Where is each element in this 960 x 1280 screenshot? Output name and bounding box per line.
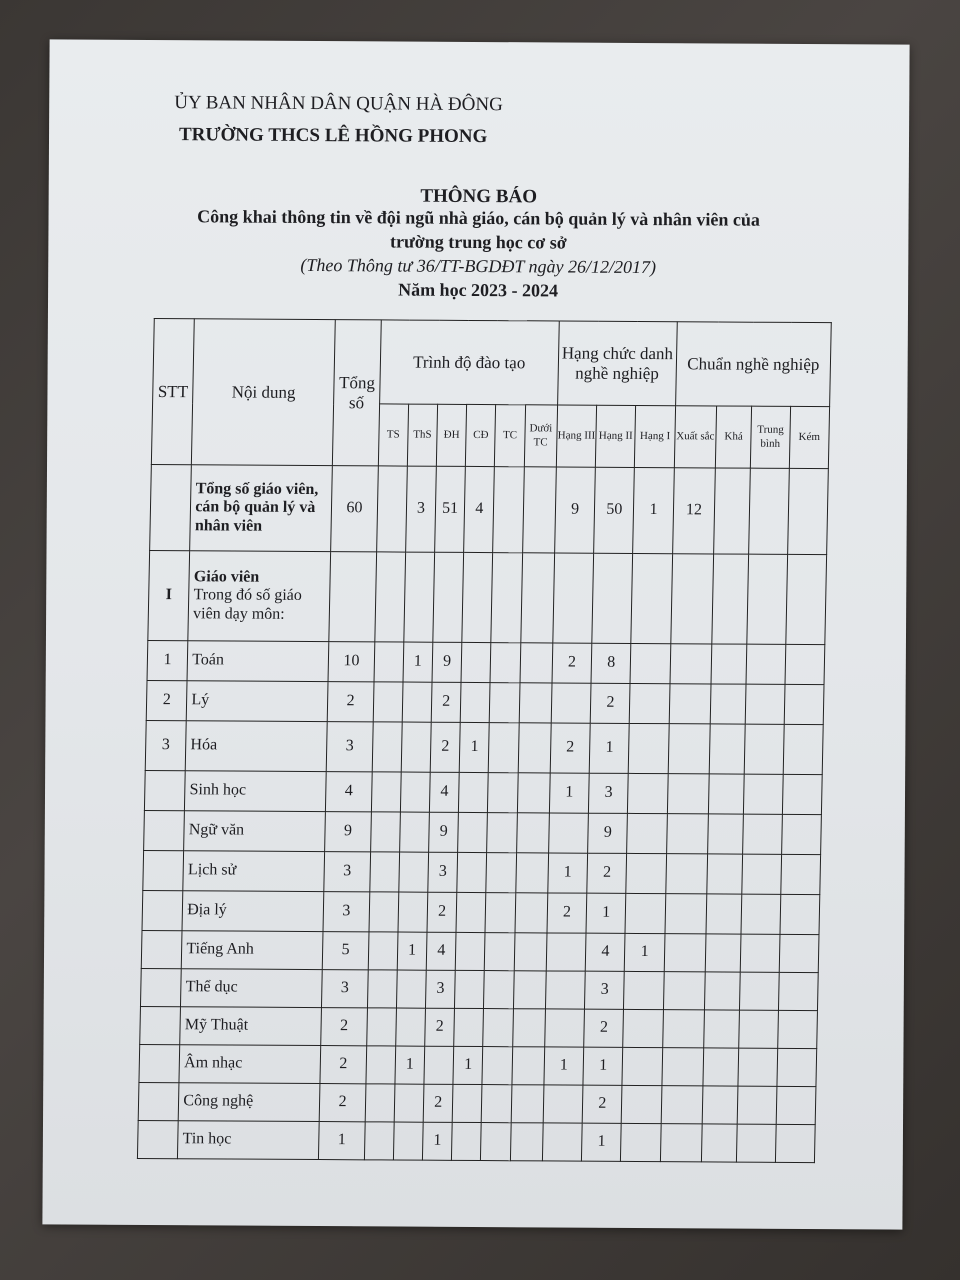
value-cell <box>404 552 435 642</box>
value-cell <box>513 971 546 1009</box>
value-cell <box>704 1010 740 1048</box>
value-cell <box>781 814 821 854</box>
value-cell <box>666 854 708 894</box>
value-cell: 9 <box>325 812 371 852</box>
school-name: TRƯỜNG THCS LÊ HỒNG PHONG <box>178 124 488 148</box>
value-cell <box>709 724 745 774</box>
value-cell <box>707 854 743 894</box>
subject-row <box>140 968 818 1010</box>
subheader-cell: CĐ <box>466 404 496 466</box>
value-cell <box>399 812 429 852</box>
value-cell: 2 <box>427 892 457 932</box>
value-cell <box>664 934 706 972</box>
value-cell <box>708 774 744 814</box>
value-cell: 2 <box>423 1084 453 1122</box>
subject-name: Lịch sử <box>183 851 325 892</box>
value-cell <box>701 1124 737 1162</box>
value-cell: 9 <box>588 813 628 853</box>
subheader-cell: Kém <box>789 406 830 468</box>
value-cell: 1 <box>319 1122 365 1160</box>
value-cell <box>666 814 708 854</box>
value-cell <box>396 1008 426 1046</box>
org-name: ỦY BAN NHÂN DÂN QUẬN HÀ ĐÔNG <box>174 92 503 116</box>
value-cell <box>457 852 487 892</box>
value-cell <box>703 1048 739 1086</box>
value-cell <box>630 643 670 683</box>
value-cell <box>520 643 553 683</box>
value-cell <box>592 553 633 643</box>
header-professional-rank: Hạng chức danh nghề nghiệp <box>557 321 677 406</box>
value-cell <box>741 894 780 934</box>
value-cell <box>514 933 547 971</box>
subheader-cell: TS <box>378 404 408 466</box>
document-page <box>42 39 909 1229</box>
subject-name: Công nghệ <box>178 1083 320 1122</box>
value-cell: 1 <box>395 1046 425 1084</box>
value-cell <box>516 813 549 853</box>
value-cell <box>487 813 517 853</box>
value-cell <box>373 682 403 722</box>
value-cell <box>663 972 705 1010</box>
value-cell <box>483 1009 513 1047</box>
value-cell <box>548 813 588 853</box>
value-cell <box>669 684 711 724</box>
value-cell <box>627 813 667 853</box>
value-cell <box>402 682 432 722</box>
value-cell <box>621 1123 661 1161</box>
value-cell <box>711 644 747 684</box>
value-cell <box>374 642 404 682</box>
value-cell <box>630 683 670 723</box>
value-cell <box>490 643 520 683</box>
value-cell: 51 <box>435 466 466 552</box>
value-cell <box>776 1086 816 1124</box>
value-cell: 1 <box>625 933 665 971</box>
value-cell <box>626 853 666 893</box>
value-cell <box>667 774 709 814</box>
value-cell <box>518 723 551 773</box>
value-cell <box>367 970 397 1008</box>
subheader-cell: Hạng II <box>596 405 637 467</box>
stt-cell: 2 <box>146 680 187 720</box>
section-row <box>148 551 827 645</box>
value-cell <box>460 682 490 722</box>
value-cell <box>455 970 485 1008</box>
subject-row <box>144 810 822 854</box>
value-cell: 2 <box>328 682 374 722</box>
value-cell: 3 <box>589 773 629 813</box>
value-cell: 2 <box>582 1085 622 1123</box>
value-cell: 3 <box>322 970 368 1008</box>
value-cell: 2 <box>587 853 627 893</box>
value-cell <box>783 724 823 774</box>
value-cell <box>366 1046 396 1084</box>
value-cell <box>517 773 550 813</box>
subject-name: Sinh học <box>185 771 327 812</box>
subject-row <box>144 770 822 814</box>
value-cell: 4 <box>326 772 372 812</box>
doc-title: THÔNG BÁO <box>420 185 538 208</box>
value-cell: 2 <box>320 1046 366 1084</box>
value-cell <box>779 934 819 972</box>
subheader-cell: ĐH <box>436 404 466 466</box>
value-cell: 9 <box>432 642 462 682</box>
subject-name: Lý <box>187 681 329 722</box>
value-cell: 4 <box>429 772 459 812</box>
header-total: Tổng số <box>333 320 381 466</box>
subject-name: Địa lý <box>182 891 324 932</box>
stt-cell <box>140 1006 181 1044</box>
value-cell <box>396 970 426 1008</box>
value-cell: 2 <box>320 1084 366 1122</box>
subject-row <box>141 930 819 972</box>
value-cell <box>670 644 712 684</box>
value-cell <box>488 773 518 813</box>
value-cell <box>398 892 428 932</box>
value-cell <box>454 1008 484 1046</box>
value-cell <box>482 1047 512 1085</box>
value-cell <box>486 853 516 893</box>
value-cell <box>746 684 785 724</box>
subheader-cell: Khá <box>715 406 751 468</box>
value-cell <box>785 554 826 644</box>
section-subtitle: Trong đó số giáo viên dạy môn: <box>192 586 303 623</box>
value-cell: 2 <box>584 1009 624 1047</box>
value-cell: 3 <box>585 971 625 1009</box>
value-cell <box>743 814 782 854</box>
subject-row <box>146 680 824 724</box>
value-cell: 4 <box>585 933 625 971</box>
value-cell <box>782 774 822 814</box>
value-cell: 8 <box>591 643 631 683</box>
stt-cell <box>150 465 192 551</box>
value-cell <box>491 553 522 643</box>
value-cell <box>710 684 746 724</box>
value-cell: 1 <box>589 723 629 773</box>
value-cell: 1 <box>459 722 489 772</box>
subject-name: Thể dục <box>181 969 323 1008</box>
summary-row <box>150 465 829 555</box>
stt-cell: 1 <box>147 640 188 680</box>
value-cell <box>668 724 710 774</box>
value-cell <box>738 1048 777 1086</box>
stt-cell <box>142 890 183 930</box>
subheader-cell: ThS <box>407 404 437 466</box>
value-cell <box>393 1122 423 1160</box>
staff-table <box>137 318 832 1163</box>
subject-name: Hóa <box>185 721 327 772</box>
value-cell <box>784 684 824 724</box>
value-cell <box>714 468 751 554</box>
value-cell: 3 <box>428 852 458 892</box>
school-year: Năm học 2023 - 2024 <box>398 279 559 301</box>
stt-cell <box>141 930 182 968</box>
value-cell <box>481 1123 511 1161</box>
value-cell <box>740 972 779 1010</box>
value-cell <box>510 1123 543 1161</box>
value-cell <box>400 772 430 812</box>
subject-row <box>138 1082 816 1124</box>
value-cell <box>622 1047 662 1085</box>
subheader-cell: Trung bình <box>751 406 791 468</box>
value-cell <box>459 772 489 812</box>
value-cell <box>461 642 491 682</box>
value-cell <box>702 1086 738 1124</box>
value-cell <box>372 722 402 772</box>
value-cell <box>712 554 749 644</box>
value-cell <box>708 814 744 854</box>
value-cell: 3 <box>405 466 436 552</box>
header-training-level: Trình độ đào tạo <box>379 320 559 405</box>
subject-name: Mỹ Thuật <box>180 1007 322 1046</box>
value-cell: 1 <box>453 1046 483 1084</box>
value-cell <box>622 1085 662 1123</box>
value-cell <box>484 971 514 1009</box>
subject-row <box>137 1120 815 1162</box>
value-cell <box>374 552 405 642</box>
value-cell <box>742 854 781 894</box>
value-cell <box>462 552 493 642</box>
value-cell <box>629 723 669 773</box>
value-cell <box>520 553 554 643</box>
subject-row <box>147 640 825 684</box>
value-cell <box>787 468 828 554</box>
value-cell <box>777 1010 817 1048</box>
value-cell: 2 <box>431 682 461 722</box>
value-cell <box>482 1085 512 1123</box>
value-cell: 5 <box>323 932 369 970</box>
value-cell <box>371 772 401 812</box>
value-cell <box>511 1085 544 1123</box>
value-cell <box>365 1084 395 1122</box>
value-cell <box>553 553 594 643</box>
value-cell: 1 <box>544 1047 584 1085</box>
value-cell <box>745 724 784 774</box>
value-cell <box>394 1084 424 1122</box>
subject-row <box>145 720 823 774</box>
value-cell <box>775 1124 815 1162</box>
value-cell: 1 <box>422 1122 452 1160</box>
value-cell <box>747 554 787 644</box>
value-cell <box>625 893 665 933</box>
value-cell <box>542 1123 582 1161</box>
subheader-cell: Xuất sắc <box>674 406 717 468</box>
doc-subtitle-1: Công khai thông tin về đội ngũ nhà giáo, cán bộ quản lý và nhân viên của <box>197 206 760 230</box>
value-cell <box>741 934 780 972</box>
value-cell <box>519 683 552 723</box>
value-cell <box>512 1047 545 1085</box>
value-cell <box>329 552 376 642</box>
subject-row <box>143 850 821 894</box>
value-cell <box>368 932 398 970</box>
subject-name: Toán <box>187 641 329 682</box>
value-cell: 2 <box>550 723 590 773</box>
value-cell: 4 <box>426 932 456 970</box>
value-cell <box>485 933 515 971</box>
value-cell <box>780 854 820 894</box>
value-cell <box>458 812 488 852</box>
value-cell <box>785 644 825 684</box>
value-cell: 10 <box>328 642 374 682</box>
value-cell: 60 <box>331 466 378 552</box>
stt-cell <box>143 850 184 890</box>
subject-name: Tin học <box>178 1121 320 1160</box>
value-cell: 1 <box>582 1123 622 1161</box>
stt-cell <box>138 1082 179 1120</box>
stt-cell <box>137 1120 178 1158</box>
value-cell: 12 <box>672 468 715 554</box>
stt-cell <box>140 968 181 1006</box>
value-cell <box>369 852 399 892</box>
value-cell <box>369 892 399 932</box>
value-cell <box>455 932 485 970</box>
value-cell <box>706 894 742 934</box>
value-cell <box>370 812 400 852</box>
value-cell <box>660 1124 702 1162</box>
subject-name: Ngữ văn <box>184 811 326 852</box>
value-cell <box>777 1048 817 1086</box>
value-cell <box>401 722 431 772</box>
value-cell: 3 <box>324 852 370 892</box>
value-cell <box>739 1010 778 1048</box>
value-cell <box>522 467 556 553</box>
subheader-cell: Hạng III <box>556 405 597 467</box>
value-cell <box>493 467 524 553</box>
value-cell: 2 <box>590 683 630 723</box>
summary-label: Tổng số giáo viên, cán bộ quản lý và nhân viên <box>190 465 333 552</box>
value-cell <box>490 683 520 723</box>
value-cell <box>671 554 714 644</box>
value-cell: 1 <box>548 853 588 893</box>
value-cell <box>364 1122 394 1160</box>
value-cell: 2 <box>425 1008 455 1046</box>
subject-name: Âm nhạc <box>179 1045 321 1084</box>
subheader-cell: TC <box>495 405 525 467</box>
value-cell: 4 <box>464 466 495 552</box>
value-cell: 9 <box>555 467 596 553</box>
value-cell <box>452 1122 482 1160</box>
header-stt: STT <box>151 319 194 465</box>
value-cell <box>399 852 429 892</box>
value-cell <box>778 972 818 1010</box>
value-cell <box>705 972 741 1010</box>
value-cell <box>489 723 519 773</box>
header-content: Nội dung <box>192 319 336 466</box>
subject-row <box>140 1006 818 1048</box>
subject-row <box>139 1044 817 1086</box>
value-cell: 3 <box>426 970 456 1008</box>
value-cell <box>705 934 741 972</box>
value-cell: 2 <box>321 1008 367 1046</box>
legal-basis: (Theo Thông tư 36/TT-BGDĐT ngày 26/12/2017) <box>300 254 657 278</box>
value-cell <box>661 1086 703 1124</box>
section-title: Giáo viên <box>193 568 260 586</box>
value-cell: 3 <box>323 892 369 932</box>
value-cell <box>631 553 672 643</box>
stt-cell <box>144 770 185 810</box>
stt-cell <box>144 810 185 850</box>
value-cell: 1 <box>549 773 589 813</box>
header-professional-standard: Chuẩn nghề nghiệp <box>675 322 831 407</box>
subheader-cell: Dưới TC <box>524 405 557 467</box>
value-cell <box>512 1009 545 1047</box>
value-cell <box>665 894 707 934</box>
value-cell <box>433 552 464 642</box>
doc-subtitle-2: trường trung học cơ sở <box>389 231 567 253</box>
value-cell <box>515 853 548 893</box>
stt-cell <box>139 1044 180 1082</box>
value-cell <box>749 468 789 554</box>
subheader-cell: Hạng I <box>635 405 676 467</box>
value-cell <box>376 466 407 552</box>
subject-row <box>142 890 820 934</box>
section-content <box>188 551 331 642</box>
value-cell: 2 <box>552 643 592 683</box>
value-cell: 1 <box>583 1047 623 1085</box>
value-cell <box>780 894 820 934</box>
section-stt: I <box>148 551 190 641</box>
subject-name: Tiếng Anh <box>182 931 324 970</box>
value-cell: 1 <box>397 932 427 970</box>
value-cell <box>662 1048 704 1086</box>
value-cell: 2 <box>430 722 460 772</box>
value-cell <box>746 644 785 684</box>
value-cell <box>543 1085 583 1123</box>
value-cell: 9 <box>429 812 459 852</box>
value-cell <box>545 971 585 1009</box>
value-cell <box>485 893 515 933</box>
value-cell <box>623 1009 663 1047</box>
value-cell <box>545 1009 585 1047</box>
value-cell <box>624 971 664 1009</box>
value-cell: 50 <box>594 467 635 553</box>
value-cell: 1 <box>403 642 433 682</box>
value-cell: 1 <box>633 467 674 553</box>
value-cell <box>737 1124 776 1162</box>
value-cell <box>744 774 783 814</box>
stt-cell: 3 <box>145 720 186 770</box>
value-cell <box>452 1084 482 1122</box>
value-cell <box>551 683 591 723</box>
value-cell <box>737 1086 776 1124</box>
value-cell <box>456 892 486 932</box>
value-cell <box>515 893 548 933</box>
value-cell <box>424 1046 454 1084</box>
value-cell: 2 <box>547 893 587 933</box>
value-cell <box>628 773 668 813</box>
value-cell <box>546 933 586 971</box>
value-cell <box>662 1010 704 1048</box>
value-cell <box>366 1008 396 1046</box>
value-cell: 3 <box>327 722 373 772</box>
value-cell: 1 <box>586 893 626 933</box>
